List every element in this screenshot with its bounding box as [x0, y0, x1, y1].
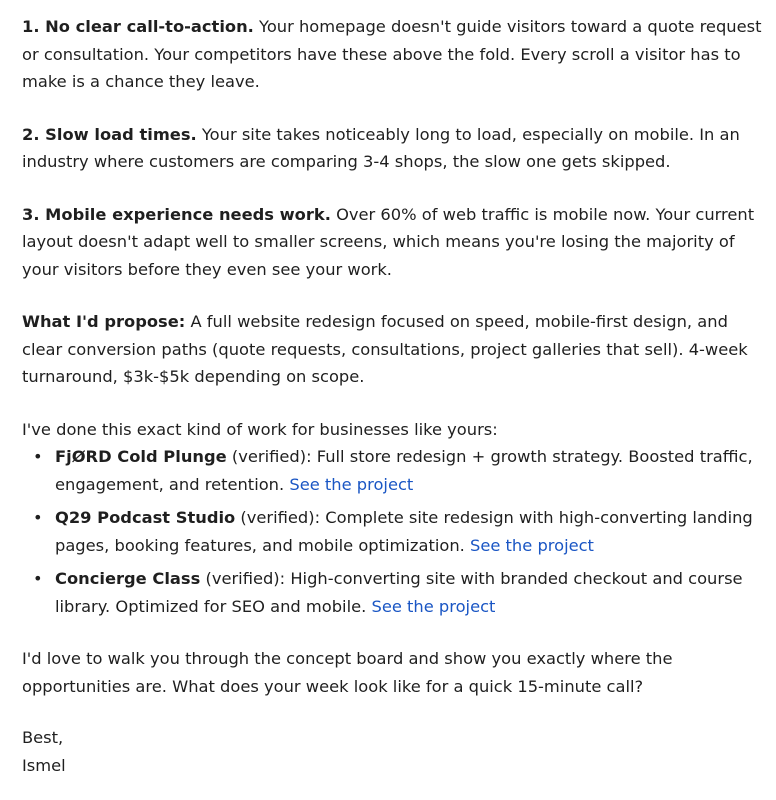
project-description: : Full store redesign + growth strategy. Boosted traffic, engagement, and retention.: [55, 447, 753, 494]
proposal-body: A full website redesign focused on speed, mobile-first design, and clear conversion paths (quote requests, consultations, project galleries that sell). 4-week turnaround, $3k-$5k depending on scope.: [22, 312, 748, 386]
point-3: [22, 201, 767, 284]
proposal-heading: What I'd propose:: [22, 312, 186, 331]
list-item: [22, 565, 767, 620]
verified-tag: (verified): [200, 569, 280, 588]
bullet-icon: •: [33, 447, 43, 466]
list-item: [22, 504, 767, 559]
see-project-link[interactable]: See the project: [289, 474, 414, 494]
signoff: Best,: [22, 728, 64, 747]
project-description: : High-converting site with branded checkout and course library. Optimized for SEO and mobile.: [55, 569, 743, 616]
project-name: FjØRD Cold Plunge: [55, 447, 227, 466]
point-2-body: Your site takes noticeably long to load, especially on mobile. In an industry where customers are comparing 3-4 shops, the slow one gets skipped.: [22, 124, 740, 171]
verified-tag: (verified): [235, 508, 315, 527]
point-1: [22, 13, 767, 96]
bullet-icon: •: [33, 569, 43, 588]
portfolio-list: [22, 443, 767, 620]
see-project-link[interactable]: See the project: [470, 535, 594, 555]
point-2-heading: 2. Slow load times.: [22, 124, 197, 144]
point-2: [22, 121, 767, 176]
list-item: [22, 443, 767, 498]
verified-tag: (verified): [226, 447, 307, 466]
closing-paragraph: I'd love to walk you through the concept board and show you exactly where the opportunities are. What does your week look like for a quick 15-minute call?: [22, 649, 673, 696]
project-description: : Complete site redesign with high-converting landing pages, booking features, and mobile optimization.: [55, 508, 753, 555]
signature: Ismel: [22, 755, 66, 775]
point-3-heading: 3. Mobile experience needs work.: [22, 204, 331, 224]
point-3-body: Over 60% of web traffic is mobile now. Your current layout doesn't adapt well to smaller screens, which means you're losing the majority of your visitors before they even see your work.: [22, 204, 755, 279]
proposal: [22, 308, 767, 391]
portfolio-intro: I've done this exact kind of work for businesses like yours:: [22, 419, 498, 439]
point-1-heading: 1. No clear call-to-action.: [22, 17, 254, 36]
message-body: [22, 13, 767, 779]
project-name: Concierge Class: [55, 569, 201, 588]
see-project-link[interactable]: See the project: [371, 596, 496, 616]
point-1-body: Your homepage doesn't guide visitors toward a quote request or consultation. Your competitors have these above the fold. Every scroll a visitor has to make is a chance they leave.: [22, 17, 762, 91]
bullet-icon: •: [33, 508, 43, 527]
project-name: Q29 Podcast Studio: [55, 508, 236, 527]
